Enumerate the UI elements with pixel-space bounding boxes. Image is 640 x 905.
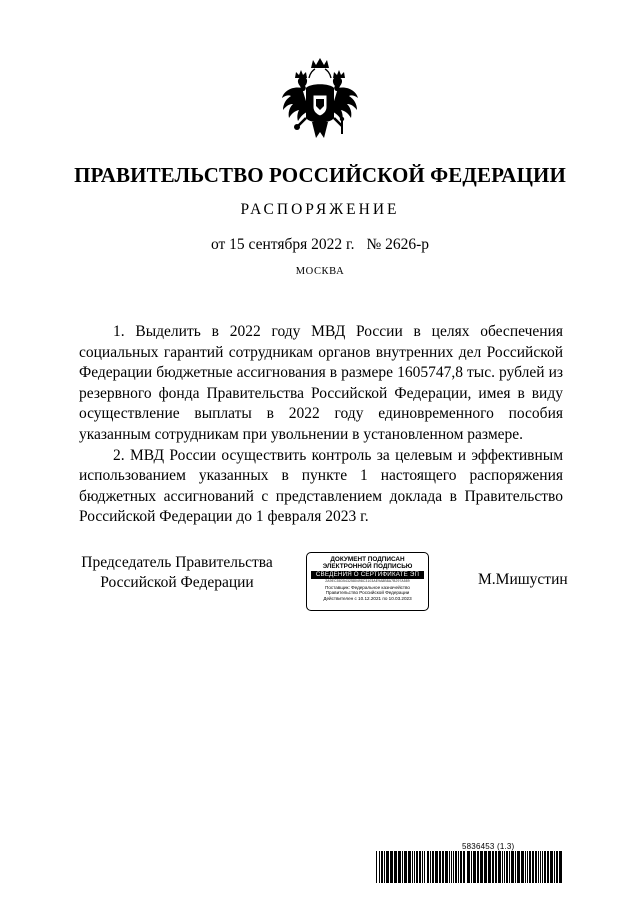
stamp-line-1: ДОКУМЕНТ ПОДПИСАН: [330, 556, 405, 563]
stamp-issuer: Поставщик: Федеральное казначейство: [325, 584, 410, 590]
stamp-certificate-header: СВЕДЕНИЯ О СЕРТИФИКАТЕ ЭП: [311, 571, 424, 579]
document-type: РАСПОРЯЖЕНИЕ: [240, 201, 400, 218]
city: МОСКВА: [295, 266, 345, 277]
signer-title: [77, 553, 277, 592]
paragraph-1: 1. Выделить в 2022 году МВД России в целях обеспечения социальных гарантий сотрудникам органов внутренних дел Российской Федерации бюджетные ассигнования в размере 1605747,8 тыс. рублей из резервного фонда Правительства Российской Федерации, имея в виду осуществление выплаты в 2022 году единовременного пособия указанным сотрудникам при увольнении в установленном размере.: [79, 323, 563, 443]
stamp-owner: Правительство Российской Федерации: [325, 590, 410, 596]
barcode-icon: [376, 851, 562, 883]
stamp-serial: 2A9EC35D5432580498C3103AE9A8B8A7B297A589: [325, 579, 410, 583]
paragraph-2: 2. МВД России осуществить контроль за целевым и эффективным использованием указанных в пункте 1 настоящего распоряжения бюджетных ассигнований с представлением доклада в Правительство Российской Федерации до 1 февраля 2023 г.: [79, 446, 563, 526]
document-code: 5836453 (1.3): [462, 842, 515, 851]
document-body: [79, 322, 563, 528]
stamp-validity: Действителен с 10.12.2021 по 10.03.2023: [323, 596, 412, 602]
government-title: ПРАВИТЕЛЬСТВО РОССИЙСКОЙ ФЕДЕРАЦИИ: [74, 163, 566, 187]
electronic-signature-stamp: [306, 552, 429, 611]
coat-of-arms-icon: [280, 58, 360, 150]
signer-title-line2: Российской Федерации: [100, 573, 254, 591]
date-number-line: [0, 236, 640, 254]
signer-title-line1: Председатель Правительства: [81, 554, 273, 571]
document-date: от 15 сентября 2022 г.: [210, 236, 355, 253]
stamp-line-2: ЭЛЕКТРОННОЙ ПОДПИСЬЮ: [322, 563, 413, 571]
document-number: № 2626-р: [366, 236, 430, 253]
signer-name: М.Мишустин: [478, 571, 568, 588]
